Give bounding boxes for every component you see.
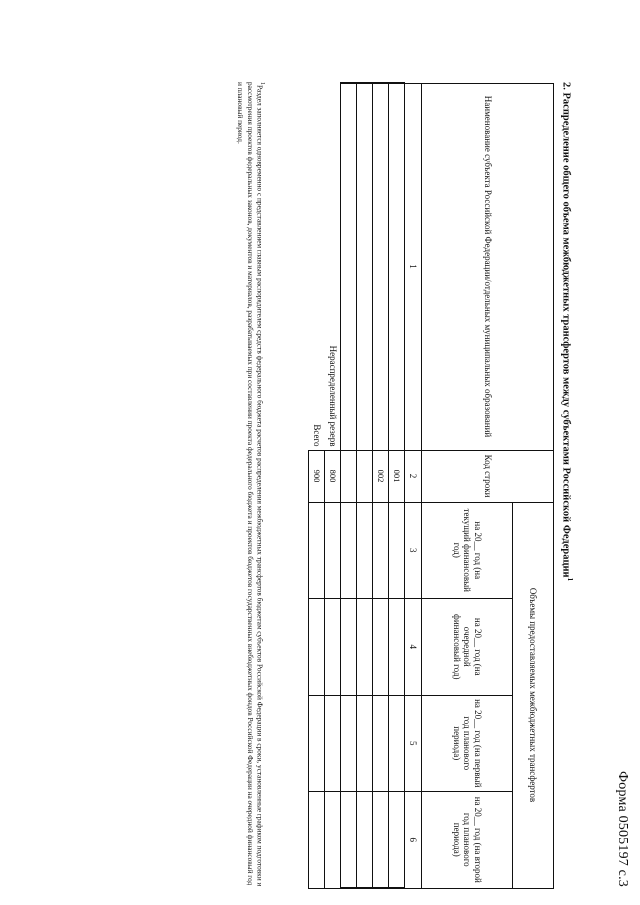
- value-cell: [373, 792, 389, 889]
- header-current-year: на 20__ год (на текущий финансовый год): [422, 502, 513, 599]
- total-row: [309, 83, 325, 888]
- value-cell: [309, 502, 325, 599]
- value-cell: [357, 695, 373, 792]
- value-cell: [389, 599, 405, 696]
- colnum-2: 2: [405, 450, 422, 502]
- row-code: [357, 450, 373, 502]
- transfers-table: [308, 82, 554, 889]
- value-cell: [341, 792, 357, 889]
- colnum-5: 5: [405, 695, 422, 792]
- total-code: 900: [309, 450, 325, 502]
- row-name-cell: [341, 83, 357, 450]
- value-cell: [373, 695, 389, 792]
- row-code: 002: [373, 450, 389, 502]
- value-cell: [389, 695, 405, 792]
- value-cell: [341, 502, 357, 599]
- value-cell: [309, 599, 325, 696]
- colnum-3: 3: [405, 502, 422, 599]
- value-cell: [325, 695, 341, 792]
- colnum-1: 1: [405, 83, 422, 450]
- value-cell: [389, 502, 405, 599]
- row-code: 001: [389, 450, 405, 502]
- section-title-text: 2. Распределение общего объема межбюджетных трансфертов между субъектами Российской Федерации: [560, 82, 572, 578]
- value-cell: [341, 599, 357, 696]
- row-name-cell: [357, 83, 373, 450]
- header-volume: Объемы предоставляемых межбюджетных трансфертов: [513, 502, 554, 888]
- value-cell: [341, 695, 357, 792]
- table-row: [341, 83, 357, 888]
- value-cell: [389, 792, 405, 889]
- column-number-row: [405, 83, 422, 888]
- reserve-code: 800: [325, 450, 341, 502]
- form-code: Форма 0505197 с.3: [615, 771, 630, 887]
- value-cell: [357, 502, 373, 599]
- value-cell: [325, 599, 341, 696]
- colnum-6: 6: [405, 792, 422, 889]
- table-row: [373, 83, 389, 888]
- value-cell: [309, 792, 325, 889]
- table-row: [357, 83, 373, 888]
- row-name-cell: [373, 83, 389, 450]
- table-row: [389, 83, 405, 888]
- value-cell: [325, 502, 341, 599]
- value-cell: [373, 502, 389, 599]
- value-cell: [373, 599, 389, 696]
- section-title-footnote-mark: 1: [566, 577, 574, 582]
- footnote-text: Раздел заполняется одновременно с представлением главным распорядителем средств федерального бюджета расчетов распределения межбюджетных трансфертов бюджетам субъектов Российской Федерации в сроки, установленные графиком подготовки и рассмотрения проектов федеральных законов, документов и материалов, разрабатываемых при составлении проекта федерального бюджета и проектов бюджетов государственных внебюджетных фондов Российской Федерации на очередной финансовый год и плановый период.: [235, 82, 265, 887]
- value-cell: [357, 792, 373, 889]
- footnote-mark: 1: [259, 82, 265, 85]
- reserve-label: Нераспределенный резерв: [325, 83, 341, 450]
- value-cell: [357, 599, 373, 696]
- total-label: Всего: [309, 83, 325, 450]
- header-next-year: на 20__ год (на очередной финансовый год): [422, 599, 513, 696]
- reserve-row: [325, 83, 341, 888]
- colnum-4: 4: [405, 599, 422, 696]
- header-plan-year-2: на 20__ год (на второй год планового периода): [422, 792, 513, 889]
- section-title: [561, 82, 575, 581]
- footnote: [235, 82, 266, 887]
- value-cell: [325, 792, 341, 889]
- row-code: [341, 450, 357, 502]
- row-name-cell: [389, 83, 405, 450]
- header-name: Наименование субъекта Российской Федерации/отдельных муниципальных образований: [422, 83, 554, 450]
- header-code: Код строки: [422, 450, 554, 502]
- header-plan-year-1: на 20__ год (на первый год планового периода): [422, 695, 513, 792]
- value-cell: [309, 695, 325, 792]
